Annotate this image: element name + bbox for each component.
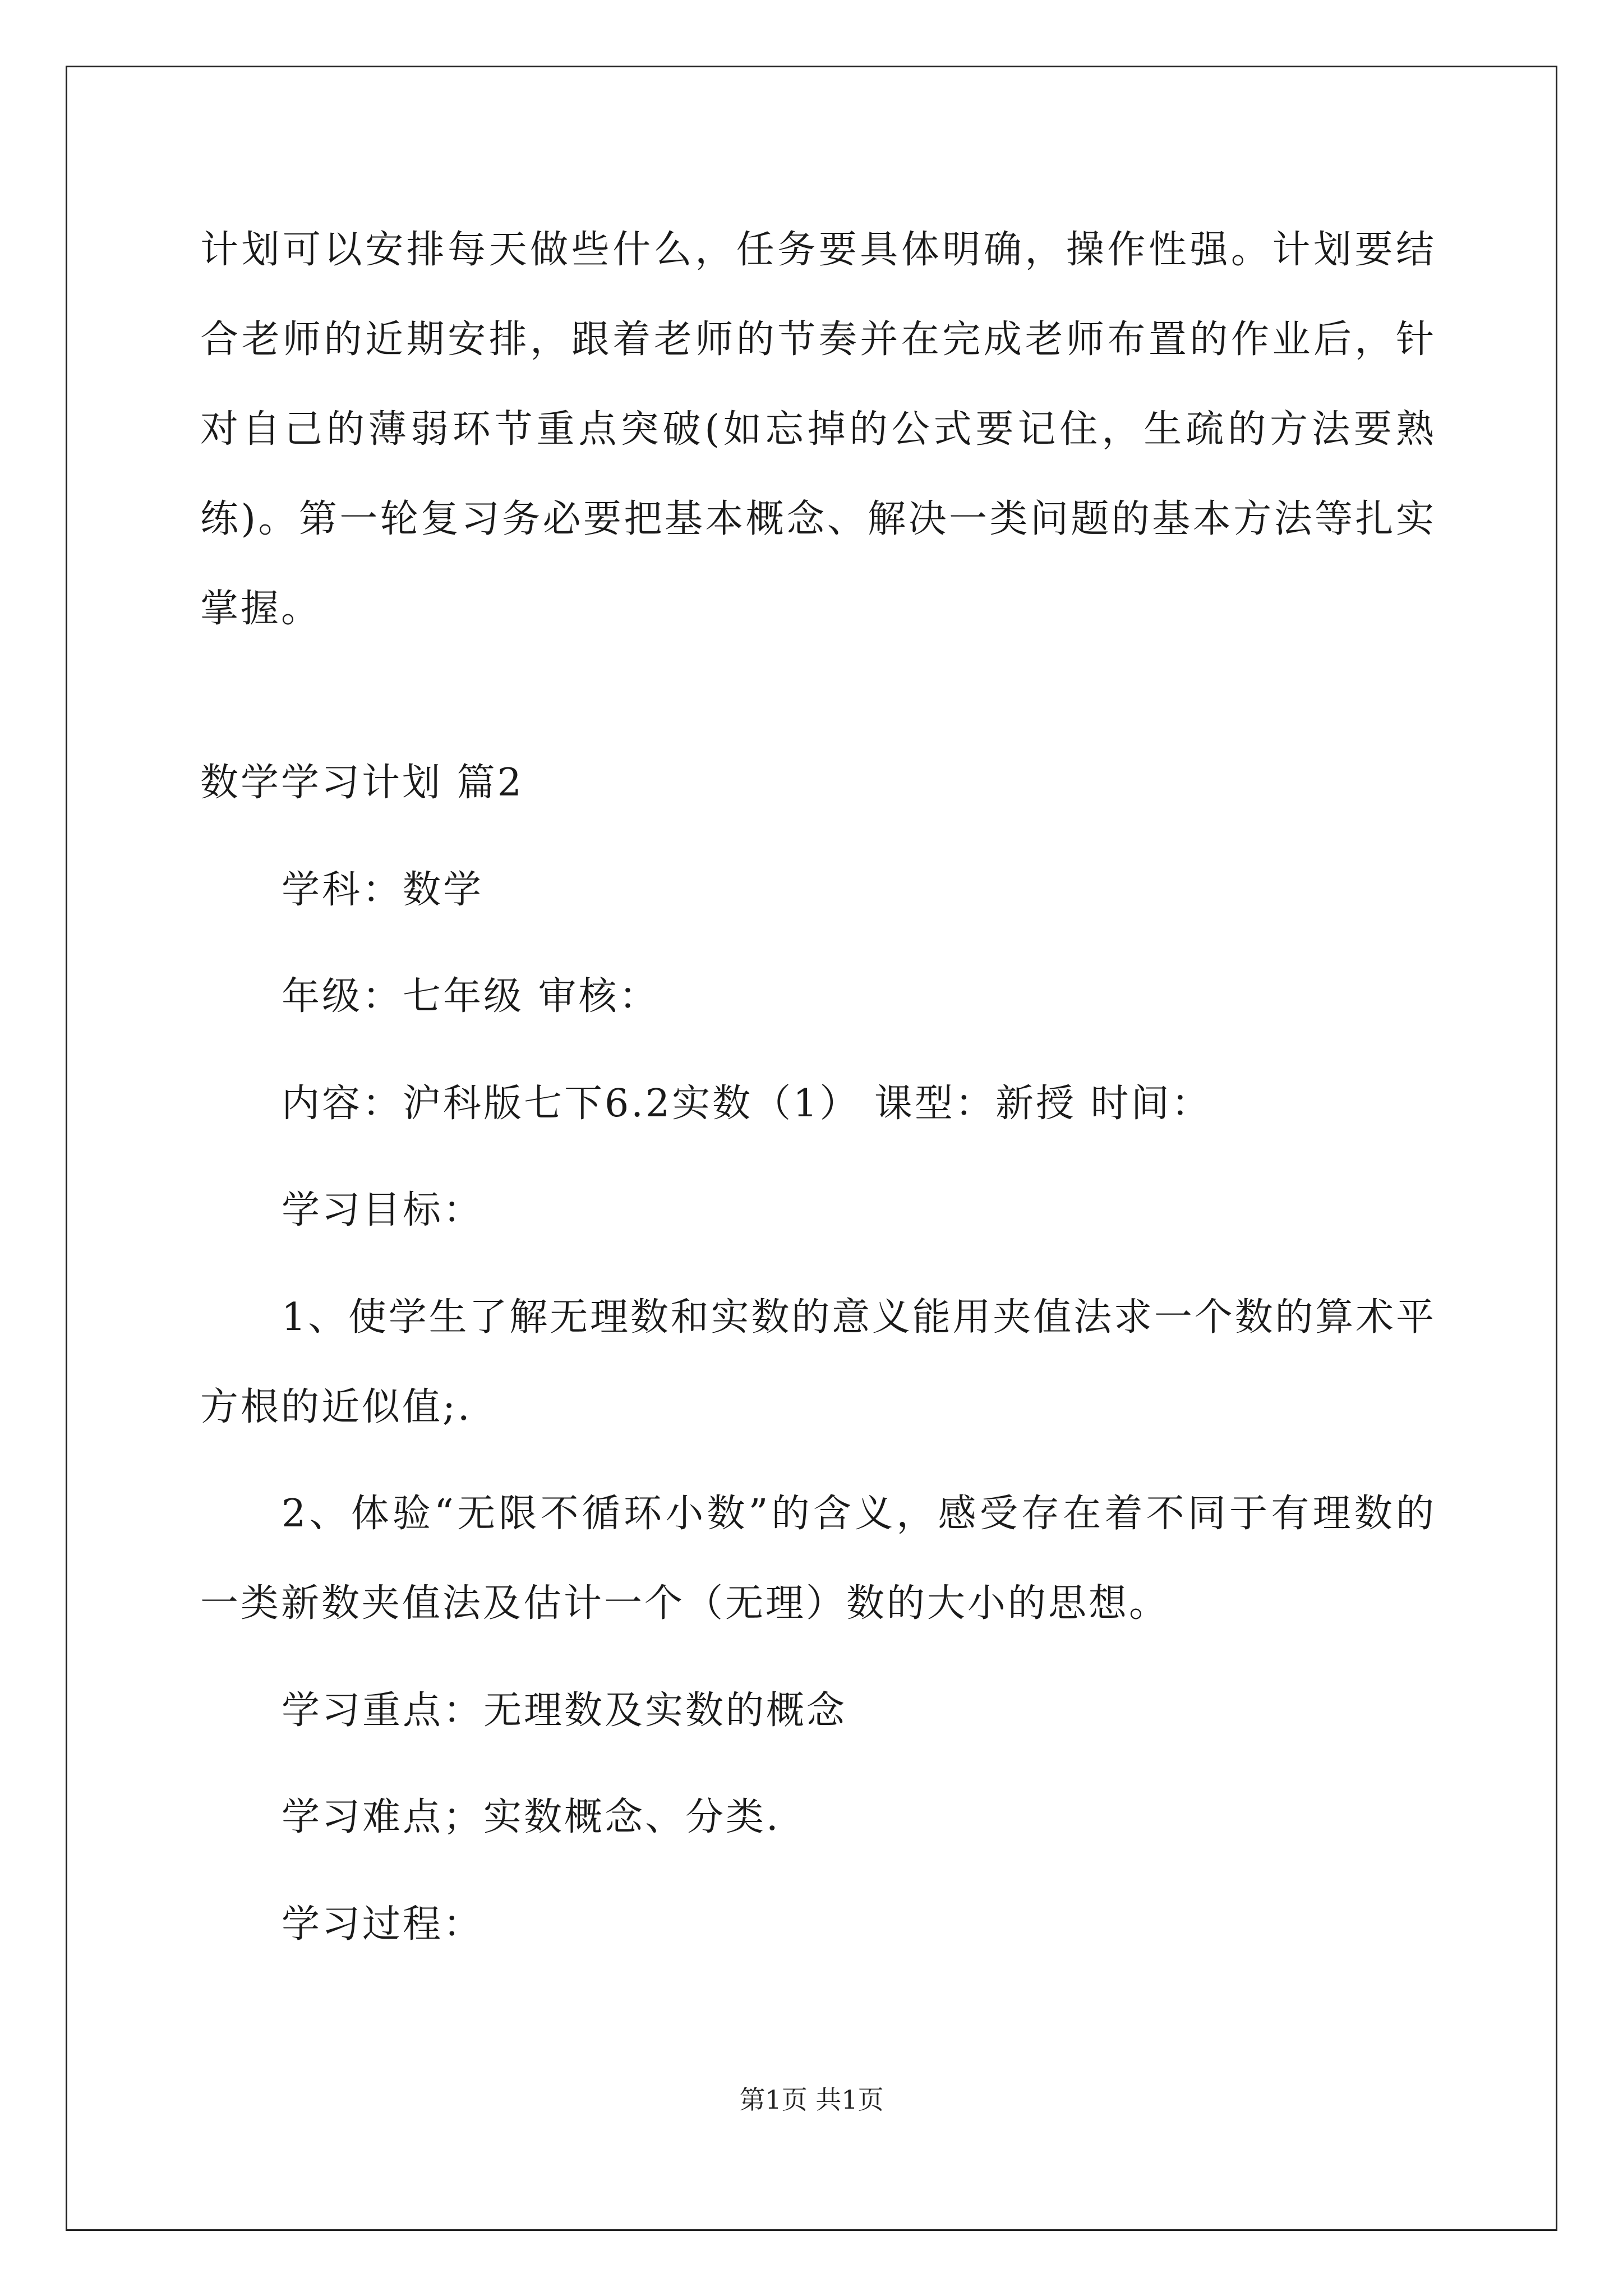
page-footer: 第1页 共1页 — [739, 2085, 884, 2115]
section-title: 数学学习计划 篇2 — [200, 761, 524, 805]
paragraph-line: 练)。第一轮复习务必要把基本概念、解决一类问题的基本方法等扎实 — [200, 497, 1434, 541]
objective-line: 2、体验“无限不循环小数”的含义，感受存在着不同于有理数的 — [282, 1492, 1434, 1536]
objective-line: 方根的近似值;. — [200, 1385, 472, 1429]
objectives-heading: 学习目标： — [282, 1188, 484, 1232]
paragraph-line: 对自己的薄弱环节重点突破(如忘掉的公式要记住，生疏的方法要熟 — [200, 407, 1434, 452]
difficulty-line: 学习难点；实数概念、分类. — [282, 1795, 781, 1839]
process-heading: 学习过程： — [282, 1902, 484, 1947]
paragraph-line: 合老师的近期安排，跟着老师的节奏并在完成老师布置的作业后，针 — [200, 318, 1434, 362]
grade-line: 年级：七年级 审核： — [282, 974, 660, 1019]
key-point-line: 学习重点：无理数及实数的概念 — [282, 1688, 847, 1733]
objective-line: 1、使学生了解无理数和实数的意义能用夹值法求一个数的算术平 — [282, 1295, 1434, 1340]
subject-line: 学科：数学 — [282, 868, 484, 912]
content-line: 内容：沪科版七下6.2实数（1） 课型：新授 时间： — [282, 1082, 1212, 1126]
paragraph-line: 计划可以安排每天做些什么，任务要具体明确，操作性强。计划要结 — [200, 228, 1434, 272]
paragraph-line: 掌握。 — [200, 587, 322, 631]
objective-line: 一类新数夹值法及估计一个（无理）数的大小的思想。 — [200, 1581, 1170, 1626]
